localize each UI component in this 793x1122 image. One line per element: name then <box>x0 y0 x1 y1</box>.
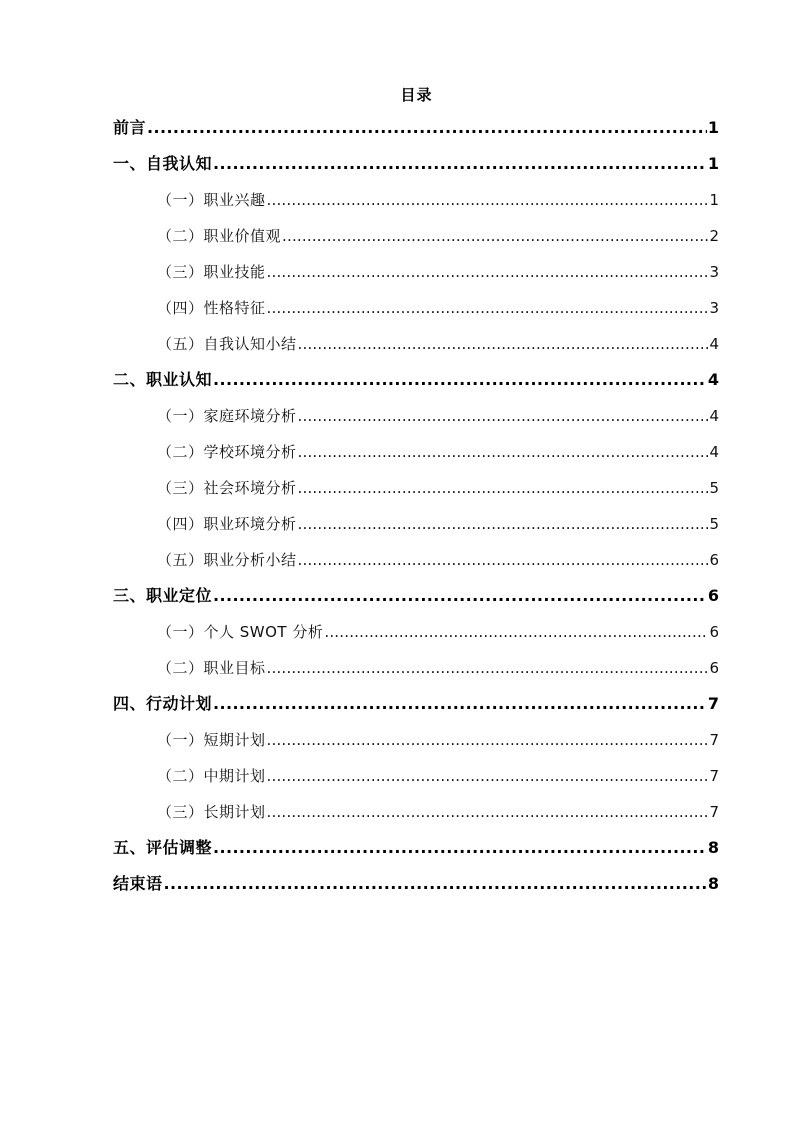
toc-page-number: 2 <box>709 227 719 245</box>
toc-page-number: 5 <box>709 515 719 533</box>
toc-page-number: 4 <box>709 443 719 461</box>
toc-entry-career-goals[interactable] <box>113 650 719 686</box>
toc-entry-career-interest[interactable] <box>113 182 719 218</box>
toc-entry-short-term-plan[interactable] <box>113 722 719 758</box>
toc-entry-career-skills[interactable] <box>113 254 719 290</box>
toc-page-number: 4 <box>709 407 719 425</box>
toc-dot-leader <box>298 506 709 542</box>
toc-entry-swot-analysis[interactable] <box>113 614 719 650</box>
toc-entry-career-environment[interactable] <box>113 506 719 542</box>
toc-dot-leader <box>267 254 709 290</box>
toc-entry-text: 结束语 <box>113 874 163 893</box>
toc-entry-mid-term-plan[interactable] <box>113 758 719 794</box>
table-of-contents <box>113 110 719 902</box>
toc-entry-action-plan[interactable] <box>113 686 719 722</box>
toc-page-number: 1 <box>707 118 719 137</box>
toc-dot-leader <box>298 398 709 434</box>
toc-entry-text: 五、评估调整 <box>113 838 213 857</box>
toc-entry-career-awareness[interactable] <box>113 362 719 398</box>
toc-entry-text: 三、职业定位 <box>113 586 213 605</box>
toc-entry-personality-traits[interactable] <box>113 290 719 326</box>
toc-dot-leader <box>213 362 707 398</box>
toc-entry-text: （三）职业技能 <box>157 263 266 281</box>
toc-dot-leader <box>267 650 709 686</box>
toc-entry-text: （四）性格特征 <box>157 299 266 317</box>
toc-title: 目录 <box>400 86 433 104</box>
toc-entry-self-awareness[interactable] <box>113 146 719 182</box>
toc-entry-text: （一）个人 SWOT 分析 <box>157 623 324 641</box>
toc-page-number: 5 <box>709 479 719 497</box>
toc-entry-self-awareness-summary[interactable] <box>113 326 719 362</box>
toc-page-number: 4 <box>709 335 719 353</box>
toc-entry-text: （一）短期计划 <box>157 731 266 749</box>
toc-entry-career-positioning[interactable] <box>113 578 719 614</box>
toc-entry-text: （二）学校环境分析 <box>157 443 297 461</box>
toc-entry-text: （二）职业目标 <box>157 659 266 677</box>
toc-entry-career-analysis-summary[interactable] <box>113 542 719 578</box>
toc-dot-leader <box>213 146 707 182</box>
toc-dot-leader <box>282 218 708 254</box>
toc-page-number: 7 <box>707 694 719 713</box>
toc-dot-leader <box>298 470 709 506</box>
toc-page-number: 8 <box>707 838 719 857</box>
toc-page-number: 7 <box>709 731 719 749</box>
toc-dot-leader <box>267 290 709 326</box>
toc-page-number: 1 <box>709 191 719 209</box>
toc-page-number: 6 <box>709 551 719 569</box>
toc-dot-leader <box>267 758 709 794</box>
toc-page-number: 8 <box>707 874 719 893</box>
toc-entry-text: （一）职业兴趣 <box>157 191 266 209</box>
toc-dot-leader <box>164 866 707 902</box>
toc-entry-preface[interactable] <box>113 110 719 146</box>
toc-page-number: 3 <box>709 299 719 317</box>
toc-entry-career-values[interactable] <box>113 218 719 254</box>
toc-entry-long-term-plan[interactable] <box>113 794 719 830</box>
toc-entry-text: （五）自我认知小结 <box>157 335 297 353</box>
toc-entry-text: 前言 <box>113 118 147 137</box>
toc-entry-social-environment[interactable] <box>113 470 719 506</box>
toc-dot-leader <box>267 182 709 218</box>
toc-page-number: 7 <box>709 803 719 821</box>
toc-dot-leader <box>267 722 709 758</box>
toc-entry-text: （三）社会环境分析 <box>157 479 297 497</box>
toc-dot-leader <box>298 326 709 362</box>
toc-entry-text: （一）家庭环境分析 <box>157 407 297 425</box>
toc-entry-school-environment[interactable] <box>113 434 719 470</box>
toc-dot-leader <box>324 614 708 650</box>
toc-page-number: 6 <box>707 586 719 605</box>
toc-page-number: 3 <box>709 263 719 281</box>
toc-entry-text: （五）职业分析小结 <box>157 551 297 569</box>
toc-page-number: 1 <box>707 154 719 173</box>
toc-page-number: 6 <box>709 623 719 641</box>
toc-entry-text: （二）职业价值观 <box>157 227 282 245</box>
toc-entry-family-environment[interactable] <box>113 398 719 434</box>
toc-dot-leader <box>213 686 707 722</box>
toc-entry-text: 一、自我认知 <box>113 154 213 173</box>
toc-dot-leader <box>213 578 707 614</box>
toc-page-number: 6 <box>709 659 719 677</box>
toc-page-number: 7 <box>709 767 719 785</box>
toc-entry-text: （二）中期计划 <box>157 767 266 785</box>
toc-entry-text: （三）长期计划 <box>157 803 266 821</box>
toc-entry-text: 二、职业认知 <box>113 370 213 389</box>
toc-entry-text: （四）职业环境分析 <box>157 515 297 533</box>
toc-dot-leader <box>213 830 707 866</box>
toc-entry-text: 四、行动计划 <box>113 694 213 713</box>
toc-entry-conclusion[interactable] <box>113 866 719 902</box>
toc-entry-evaluation-adjustment[interactable] <box>113 830 719 866</box>
toc-page-number: 4 <box>707 370 719 389</box>
toc-dot-leader <box>298 542 709 578</box>
toc-dot-leader <box>147 110 707 146</box>
toc-dot-leader <box>267 794 709 830</box>
toc-dot-leader <box>298 434 709 470</box>
